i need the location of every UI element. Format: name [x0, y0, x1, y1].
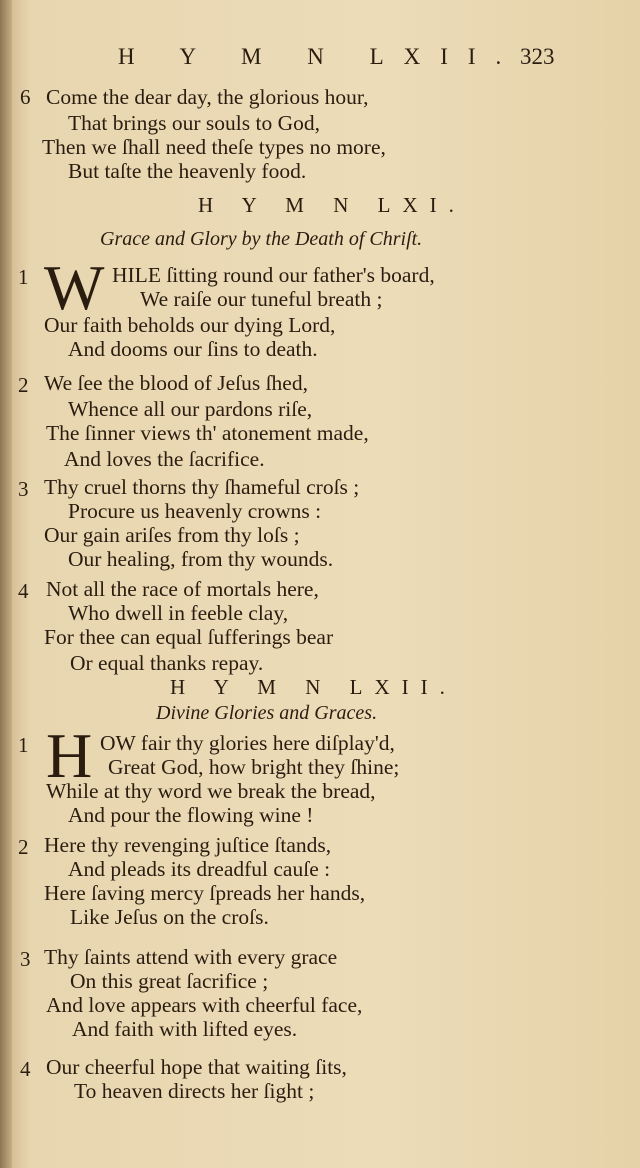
verse-line: Come the dear day, the glorious hour, [46, 85, 369, 109]
stanza-number: 3 [18, 477, 29, 501]
stanza-number: 4 [18, 579, 29, 603]
verse-line: Thy ſaints attend with every grace [44, 945, 338, 969]
verse-line: We ſee the blood of Jeſus ſhed, [44, 371, 308, 395]
hymn-subtitle: Divine Glories and Graces. [156, 702, 378, 724]
stanza-number: 6 [20, 85, 31, 109]
verse-line: And loves the ſacrifice. [64, 447, 265, 471]
stanza-number: 1 [18, 733, 29, 757]
hymn-heading: H Y M N LXII. [170, 675, 457, 699]
stanza-number: 3 [20, 947, 31, 971]
verse-line: On this great ſacrifice ; [70, 969, 269, 993]
verse-line: To heaven directs her ſight ; [74, 1079, 315, 1103]
verse-line: Our gain ariſes from thy loſs ; [44, 523, 300, 547]
verse-line: Who dwell in feeble clay, [68, 601, 289, 625]
stanza-number: 4 [20, 1057, 31, 1081]
verse-line: And pour the flowing wine ! [68, 803, 314, 827]
stanza-number: 2 [18, 373, 29, 397]
verse-line: Whence all our pardons riſe, [68, 397, 313, 421]
verse-line: We raiſe our tuneful breath ; [140, 287, 383, 311]
stanza-number: 2 [18, 835, 29, 859]
verse-line: While at thy word we break the bread, [46, 779, 376, 803]
verse-line: Procure us heavenly crowns : [68, 499, 322, 523]
stanza-number: 1 [18, 265, 29, 289]
verse-line: And pleads its dreadful cauſe : [68, 857, 331, 881]
hymn-subtitle: Grace and Glory by the Death of Chriſt. [100, 228, 423, 250]
verse-line: Here thy revenging juſtice ſtands, [44, 833, 332, 857]
verse-line: But taſte the heavenly food. [68, 159, 307, 183]
verse-line: For thee can equal ſufferings bear [44, 625, 334, 649]
verse-line: That brings our souls to God, [68, 111, 321, 135]
hymn-heading: H Y M N LXI. [198, 193, 466, 217]
verse-line: The ſinner views th' atonement made, [46, 421, 369, 445]
verse-line: Here ſaving mercy ſpreads her hands, [44, 881, 366, 905]
verse-line: Like Jeſus on the croſs. [70, 905, 269, 929]
drop-cap: H [46, 720, 93, 791]
verse-line: Then we ſhall need theſe types no more, [42, 135, 386, 159]
verse-line: Thy cruel thorns thy ſhameful croſs ; [44, 475, 360, 499]
verse-line: And faith with lifted eyes. [72, 1017, 298, 1041]
page-gutter [0, 0, 12, 1168]
verse-line: And dooms our ſins to death. [68, 337, 318, 361]
running-head-title: H Y M N LXII. [118, 44, 522, 69]
verse-line: Our healing, from thy wounds. [68, 547, 334, 571]
drop-cap: W [44, 252, 105, 323]
verse-line: Or equal thanks repay. [70, 651, 264, 675]
verse-line: Our faith beholds our dying Lord, [44, 313, 336, 337]
verse-line: Not all the race of mortals here, [46, 577, 319, 601]
verse-line: OW fair thy glories here diſplay'd, [100, 731, 395, 755]
verse-line: And love appears with cheerful face, [46, 993, 363, 1017]
verse-line: Our cheerful hope that waiting ſits, [46, 1055, 347, 1079]
verse-line: HILE ſitting round our father's board, [112, 263, 435, 287]
verse-line: Great God, how bright they ſhine; [108, 755, 400, 779]
page-number: 323 [520, 44, 555, 69]
running-head [0, 44, 640, 78]
